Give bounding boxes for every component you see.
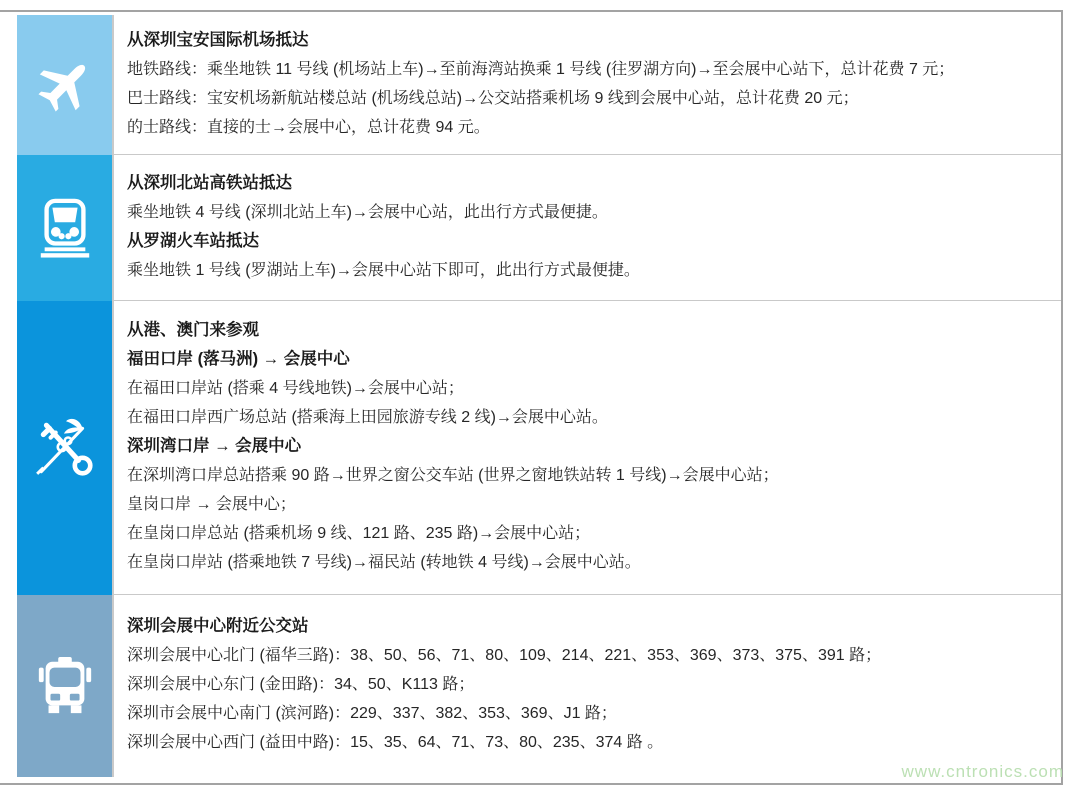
train-text-cell bbox=[112, 155, 1061, 301]
bus-icon bbox=[34, 655, 96, 717]
section-heading: 深圳会展中心附近公交站 bbox=[127, 617, 309, 635]
airport-icon-panel bbox=[17, 15, 112, 155]
section-bus bbox=[17, 595, 1061, 777]
train-icon-panel bbox=[17, 155, 112, 301]
route-line: 深圳会展中心东门 (金田路)：34、50、K113 路； bbox=[127, 676, 475, 693]
bus-text-cell bbox=[112, 595, 1061, 777]
plane-icon bbox=[35, 55, 95, 115]
route-line: 深圳会展中心北门 (福华三路)：38、50、56、71、80、109、214、221、353、369、373、375、391 路； bbox=[127, 647, 882, 664]
route-line: 在皇岗口岸站 (搭乘地铁 7 号线)→福民站 (转地铁 4 号线)→会展中心站。 bbox=[127, 554, 641, 571]
section-heading: 从罗湖火车站抵达 bbox=[127, 232, 259, 250]
route-line: 皇岗口岸 → 会展中心； bbox=[127, 496, 296, 513]
watermark: www.cntronics.com bbox=[901, 762, 1064, 781]
route-line: 乘坐地铁 1 号线 (罗湖站上车)→会展中心站下即可，此出行方式最便捷。 bbox=[127, 262, 640, 279]
route-line: 巴士路线：宝安机场新航站楼总站 (机场线总站)→公交站搭乘机场 9 线到会展中心站，总计花费 20 元； bbox=[127, 90, 859, 107]
route-line: 在福田口岸站 (搭乘 4 号线地铁)→会展中心站； bbox=[127, 380, 464, 397]
route-line: 乘坐地铁 4 号线 (深圳北站上车)→会展中心站，此出行方式最便捷。 bbox=[127, 204, 608, 221]
section-heading: 深圳湾口岸 → 会展中心 bbox=[127, 437, 302, 455]
route-line: 在皇岗口岸总站 (搭乘机场 9 线、121 路、235 路)→会展中心站； bbox=[127, 525, 591, 542]
section-train bbox=[17, 155, 1061, 301]
route-line: 的士路线：直接的士→会展中心，总计花费 94 元。 bbox=[127, 119, 490, 136]
transport-guide-table bbox=[0, 10, 1063, 785]
section-customs bbox=[17, 301, 1061, 595]
train-icon bbox=[34, 197, 96, 259]
route-line: 在福田口岸西广场总站 (搭乘海上田园旅游专线 2 线)→会展中心站。 bbox=[127, 409, 608, 426]
route-line: 深圳会展中心西门 (益田中路)：15、35、64、71、73、80、235、374 路 。 bbox=[127, 734, 664, 751]
bus-icon-panel bbox=[17, 595, 112, 777]
route-line: 深圳市会展中心南门 (滨河路)：229、337、382、353、369、J1 路； bbox=[127, 705, 617, 722]
section-heading: 从深圳宝安国际机场抵达 bbox=[127, 31, 309, 49]
section-airport bbox=[17, 15, 1061, 155]
route-line: 在深圳湾口岸总站搭乘 90 路→世界之窗公交车站 (世界之窗地铁站转 1 号线)→会展中心站； bbox=[127, 467, 779, 484]
customs-icon-panel bbox=[17, 301, 112, 595]
customs-text-cell bbox=[112, 301, 1061, 595]
route-line: 地铁路线：乘坐地铁 11 号线 (机场站上车)→至前海湾站换乘 1 号线 (往罗湖方向)→至会展中心站下，总计花费 7 元； bbox=[127, 61, 955, 78]
airport-text-cell bbox=[112, 15, 1061, 155]
customs-emblem-icon bbox=[32, 415, 98, 481]
section-heading: 福田口岸 (落马洲) → 会展中心 bbox=[127, 350, 350, 368]
section-heading: 从港、澳门来参观 bbox=[127, 321, 259, 339]
section-heading: 从深圳北站高铁站抵达 bbox=[127, 174, 292, 192]
